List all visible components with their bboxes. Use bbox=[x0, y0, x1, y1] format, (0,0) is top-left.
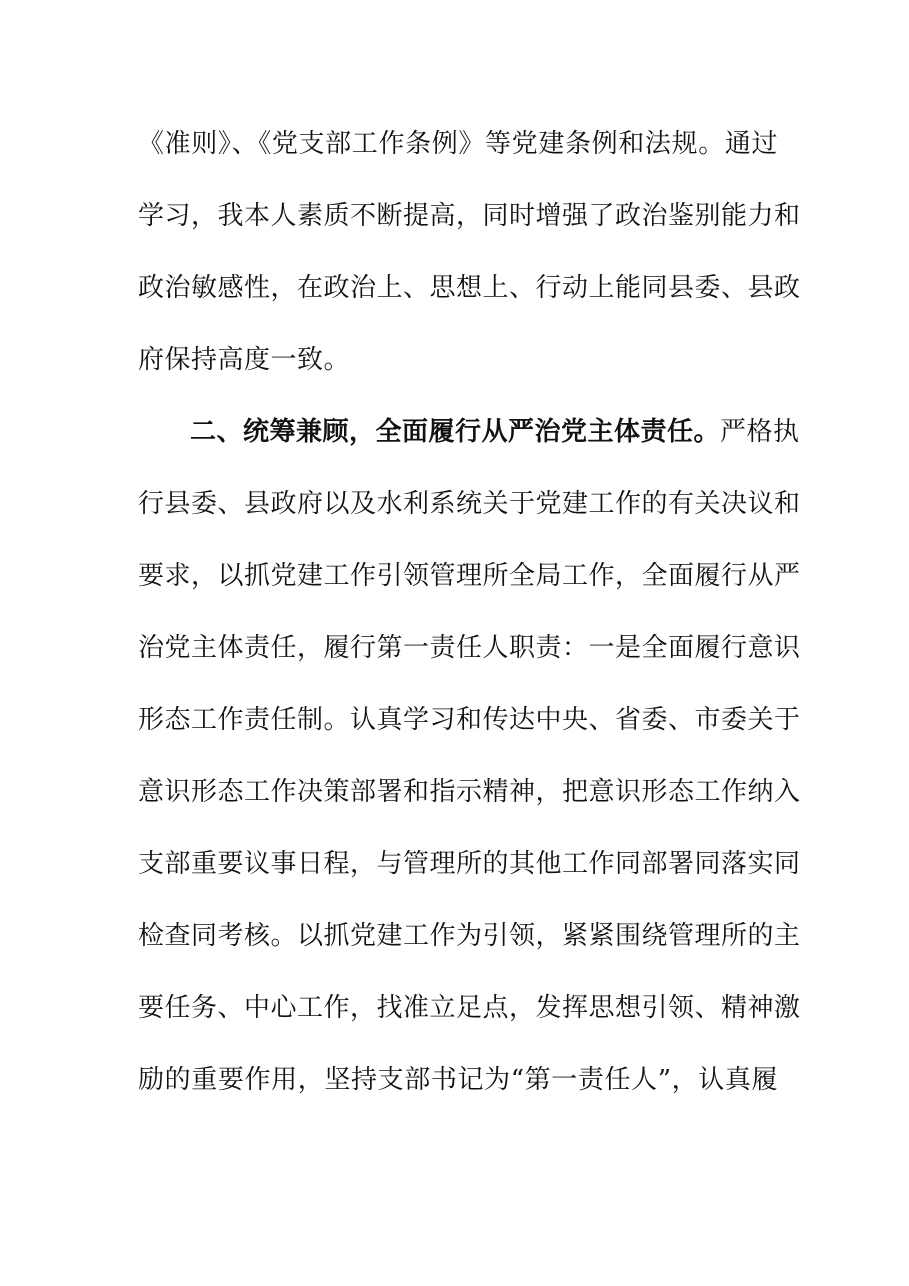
paragraph-line: 行县委、县政府以及水利系统关于党建工作的有关决议和 bbox=[138, 489, 801, 519]
paragraph-line: 意识形态工作决策部署和指示精神，把意识形态工作纳入 bbox=[138, 777, 801, 807]
paragraph-line: 政治敏感性，在政治上、思想上、行动上能同县委、县政 bbox=[138, 273, 801, 303]
paragraph-line: 要任务、中心工作，找准立足点，发挥思想引领、精神激 bbox=[138, 993, 801, 1023]
paragraph-line: 励的重要作用，坚持支部书记为“第一责任人”，认真履 bbox=[138, 1065, 778, 1095]
paragraph-line: 检查同考核。以抓党建工作为引领，紧紧围绕管理所的主 bbox=[138, 921, 801, 951]
paragraph-text: 严格执 bbox=[720, 417, 800, 447]
paragraph-line: 要求，以抓党建工作引领管理所全局工作，全面履行从严 bbox=[138, 561, 801, 591]
paragraph-line: 形态工作责任制。认真学习和传达中央、省委、市委关于 bbox=[138, 705, 801, 735]
paragraph-line: 《准则》、《党支部工作条例》等党建条例和法规。通过 bbox=[138, 129, 778, 159]
paragraph-line: 府保持高度一致。 bbox=[138, 345, 351, 375]
paragraph-line: 支部重要议事日程，与管理所的其他工作同部署同落实同 bbox=[138, 849, 801, 879]
paragraph-line: 治党主体责任，履行第一责任人职责：一是全面履行意识 bbox=[138, 633, 801, 663]
paragraph-line: 学习，我本人素质不断提高，同时增强了政治鉴别能力和 bbox=[138, 201, 801, 231]
section-heading: 二、统筹兼顾，全面履行从严治党主体责任。 bbox=[190, 417, 721, 447]
section-heading-line bbox=[190, 412, 800, 452]
